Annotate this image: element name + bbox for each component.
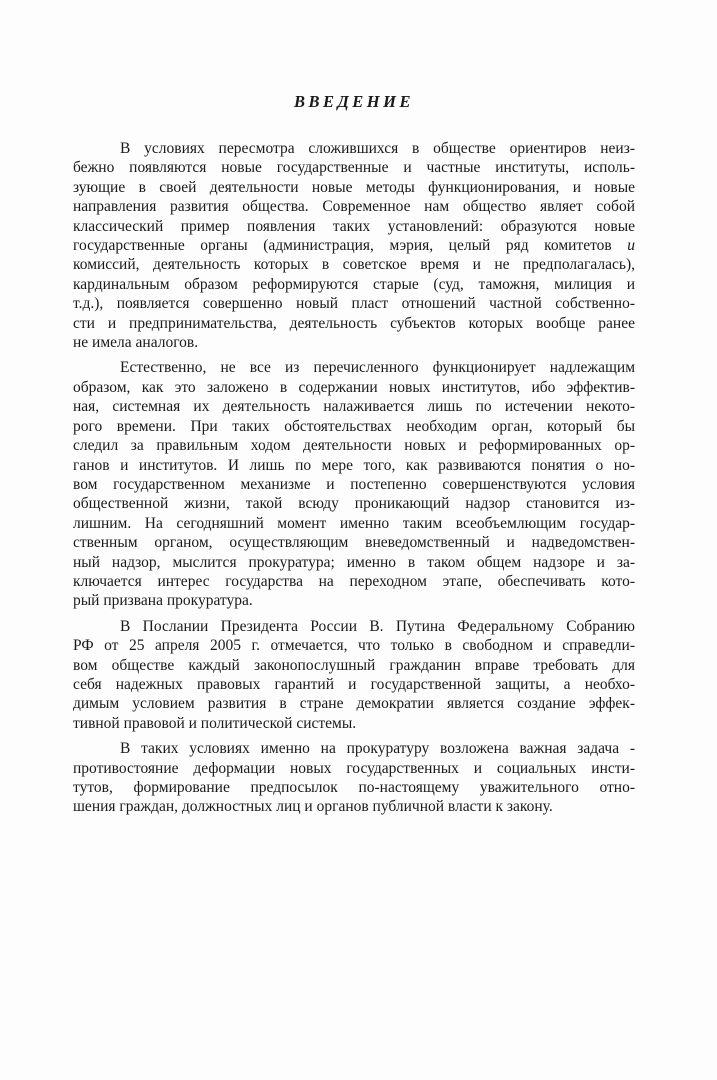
text-line: РФ от 25 апреля 2005 г. отмечается, что только в свободном и справедли- [73,637,635,655]
text-line: шения граждан, должностных лиц и органов публичной власти к закону. [73,798,553,816]
text-line: т.д.), появляется совершенно новый пласт отношений частной собственно- [73,295,635,313]
text-line: тивной правовой и политической системы. [73,714,357,732]
text-line: образом, как это заложено в содержании новых институтов, ибо эффектив- [73,378,635,396]
text-line: кардинальным образом реформируются старые (суд, таможня, милиция и [73,275,635,293]
text-line: себя надежных правовых гарантий и государственной защиты, а необхо- [73,675,635,693]
text-line: противостояние деформации новых государственных и социальных инсти- [73,759,635,777]
text-line: вом государственном механизме и постепенно совершенствуются условия [73,475,635,493]
text-line: ганов и институтов. И лишь по мере того, как развиваются понятия о но- [73,456,635,474]
paragraph [73,139,635,352]
text-line: В условиях пересмотра сложившихся в обществе ориентиров неиз- [120,140,635,157]
text-line: рый призвана прокуратура. [73,592,253,610]
text-line: Естественно, не все из перечисленного функционирует надлежащим [120,359,635,377]
text-line: ключается интерес государства на переходном этапе, обеспечивать кото- [73,572,635,590]
text-line: рого времени. При таких обстоятельствах необходим орган, который бы [73,417,635,435]
text-line: классический пример появления таких установлений: образуются новые [73,217,635,235]
text-line: вом обществе каждый законопослушный гражданин вправе требовать для [73,656,635,674]
body-text [73,139,635,823]
text-line: димым условием развития в стране демократии является создание эффек- [73,695,635,713]
text-line: ная, системная их деятельность налаживается лишь по истечении некото- [73,398,635,416]
text-line: следил за правильным ходом деятельности новых и реформированных ор- [73,437,635,455]
text-line: общественной жизни, такой всюду проникающий надзор становится из- [73,495,635,513]
page-title: ВВЕДЕНИЕ [294,92,414,111]
text-line: комиссий, деятельность которых в советское время и не предполагалась), [73,256,635,274]
text-line: ственным органом, осуществляющим вневедомственный и надведомствен- [73,534,635,552]
text-line: государственные органы (администрация, мэрия, целый ряд комитетов и [73,237,635,255]
text-line: лишним. На сегодняшний момент именно таким всеобъемлющим государ- [73,514,635,532]
text-line: зующие в своей деятельности новые методы функционирования, и новые [73,178,635,196]
text-line: бежно появляются новые государственные и частные институты, исполь- [73,159,635,177]
text-line: направления развития общества. Современное нам общество являет собой [73,198,635,216]
text-line: сти и предпринимательства, деятельность субъектов которых вообще ранее [73,314,635,332]
text-line: В таких условиях именно на прокуратуру возложена важная задача - [120,740,635,758]
paragraph [73,617,635,733]
text-line: тутов, формирование предпосылок по-настоящему уважительного отно- [73,779,635,796]
paragraph [73,358,635,610]
text-line: В Послании Президента России В. Путина Федеральному Собранию [120,617,635,635]
text-line: не имела аналогов. [73,334,199,352]
text-line: ный надзор, мыслится прокуратура; именно в таком общем надзоре и за- [73,553,635,571]
paragraph [73,739,635,817]
